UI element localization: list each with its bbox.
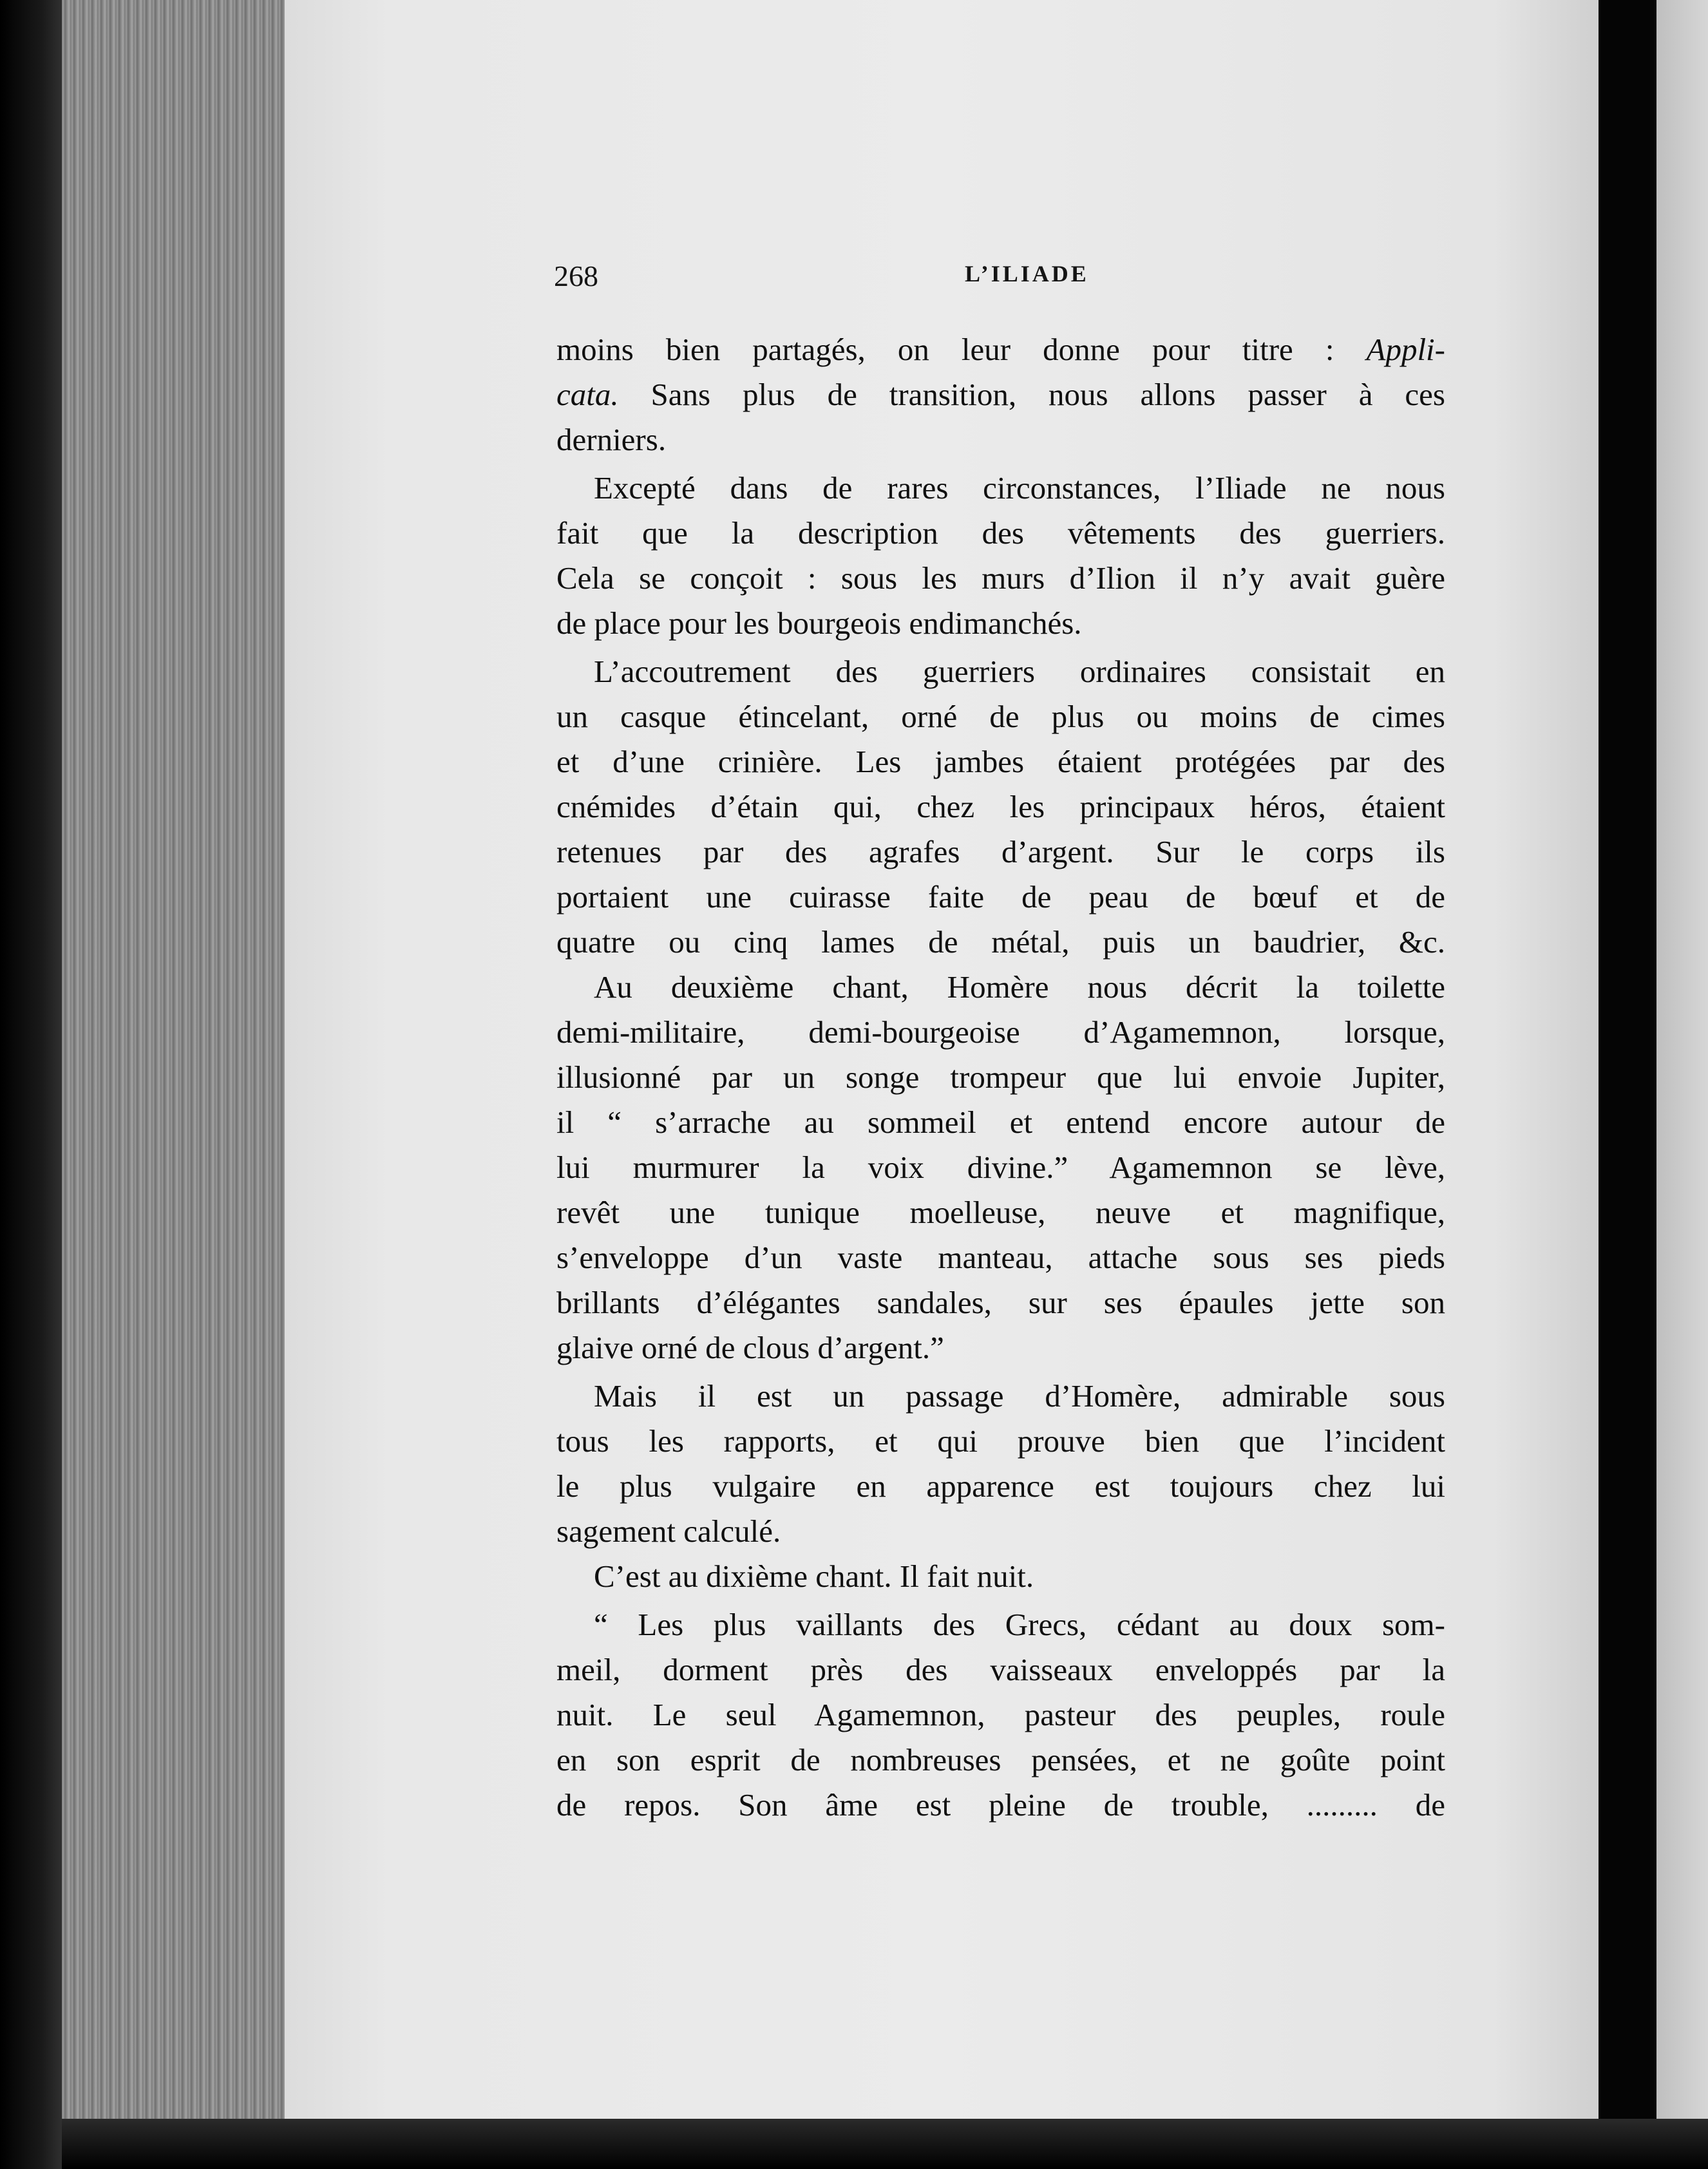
text-line: moins bien partagés, on leur donne pour titre : Appli- (556, 332, 1445, 367)
text-line: Cela se conçoit : sous les murs d’Ilion il n’y avait guère (556, 560, 1445, 596)
text-line: brillants d’élégantes sandales, sur ses épaules jette son (556, 1285, 1445, 1320)
bottom-shadow (62, 2119, 1708, 2169)
text-line: retenues par des agrafes d’argent. Sur le corps ils (556, 834, 1445, 869)
text-line: de place pour les bourgeois endimanchés. (556, 605, 1082, 641)
page-number: 268 (554, 260, 598, 292)
text-line: demi-militaire, demi-bourgeoise d’Agamemnon, lorsque, (556, 1014, 1445, 1050)
text-line: sagement calculé. (556, 1513, 781, 1549)
paragraph-first-line: Mais il est un passage d’Homère, admirable sous (594, 1378, 1445, 1414)
text-line: nuit. Le seul Agamemnon, pasteur des peuples, roule (556, 1697, 1445, 1732)
text-line: meil, dorment près des vaisseaux enveloppés par la (556, 1652, 1445, 1687)
text-line: s’enveloppe d’un vaste manteau, attache sous ses pieds (556, 1240, 1445, 1275)
text-line: fait que la description des vêtements des guerriers. (556, 515, 1445, 551)
body-text (556, 327, 1445, 1828)
text-line: il “ s’arrache au sommeil et entend encore autour de (556, 1104, 1445, 1140)
text-line: portaient une cuirasse faite de peau de bœuf et de (556, 879, 1445, 914)
running-head (553, 255, 1445, 300)
paragraph-first-line: C’est au dixième chant. Il fait nuit. (594, 1558, 1034, 1594)
paragraph-first-line: Excepté dans de rares circonstances, l’Iliade ne nous (594, 470, 1445, 506)
text-line: cnémides d’étain qui, chez les principaux héros, étaient (556, 789, 1445, 824)
paragraph-first-line: Au deuxième chant, Homère nous décrit la toilette (594, 969, 1445, 1005)
paragraph-first-line: L’accoutrement des guerriers ordinaires consistait en (594, 654, 1445, 689)
text-line: et d’une crinière. Les jambes étaient protégées par des (556, 744, 1445, 779)
text-line: glaive orné de clous d’argent.” (556, 1330, 944, 1365)
text-line: de repos. Son âme est pleine de trouble, ......... de (556, 1787, 1445, 1823)
text-line: illusionné par un songe trompeur que lui envoie Jupiter, (556, 1059, 1445, 1095)
text-line: le plus vulgaire en apparence est toujours chez lui (556, 1468, 1445, 1504)
text-line: derniers. (556, 422, 667, 457)
paragraph-first-line: “ Les plus vaillants des Grecs, cédant au doux som- (594, 1607, 1445, 1642)
next-page-edge (1656, 0, 1708, 2119)
running-title: L’ILIADE (965, 261, 1089, 287)
text-line: lui murmurer la voix divine.” Agamemnon se lève, (556, 1150, 1445, 1185)
gutter-shadow (1599, 0, 1656, 2169)
italic-word: cata. (556, 377, 619, 412)
italic-word: Appli- (1366, 332, 1445, 367)
binding-shadow (0, 0, 71, 2169)
text-line: en son esprit de nombreuses pensées, et ne goûte point (556, 1742, 1445, 1777)
text-line: revêt une tunique moelleuse, neuve et magnifique, (556, 1195, 1445, 1230)
text-line: quatre ou cinq lames de métal, puis un baudrier, &c. (556, 924, 1445, 960)
text-line: un casque étincelant, orné de plus ou moins de cimes (556, 699, 1445, 734)
text-line: cata. Sans plus de transition, nous allons passer à ces (556, 377, 1445, 412)
page-edges-stack (62, 0, 285, 2119)
text-line: tous les rapports, et qui prouve bien que l’incident (556, 1423, 1445, 1459)
